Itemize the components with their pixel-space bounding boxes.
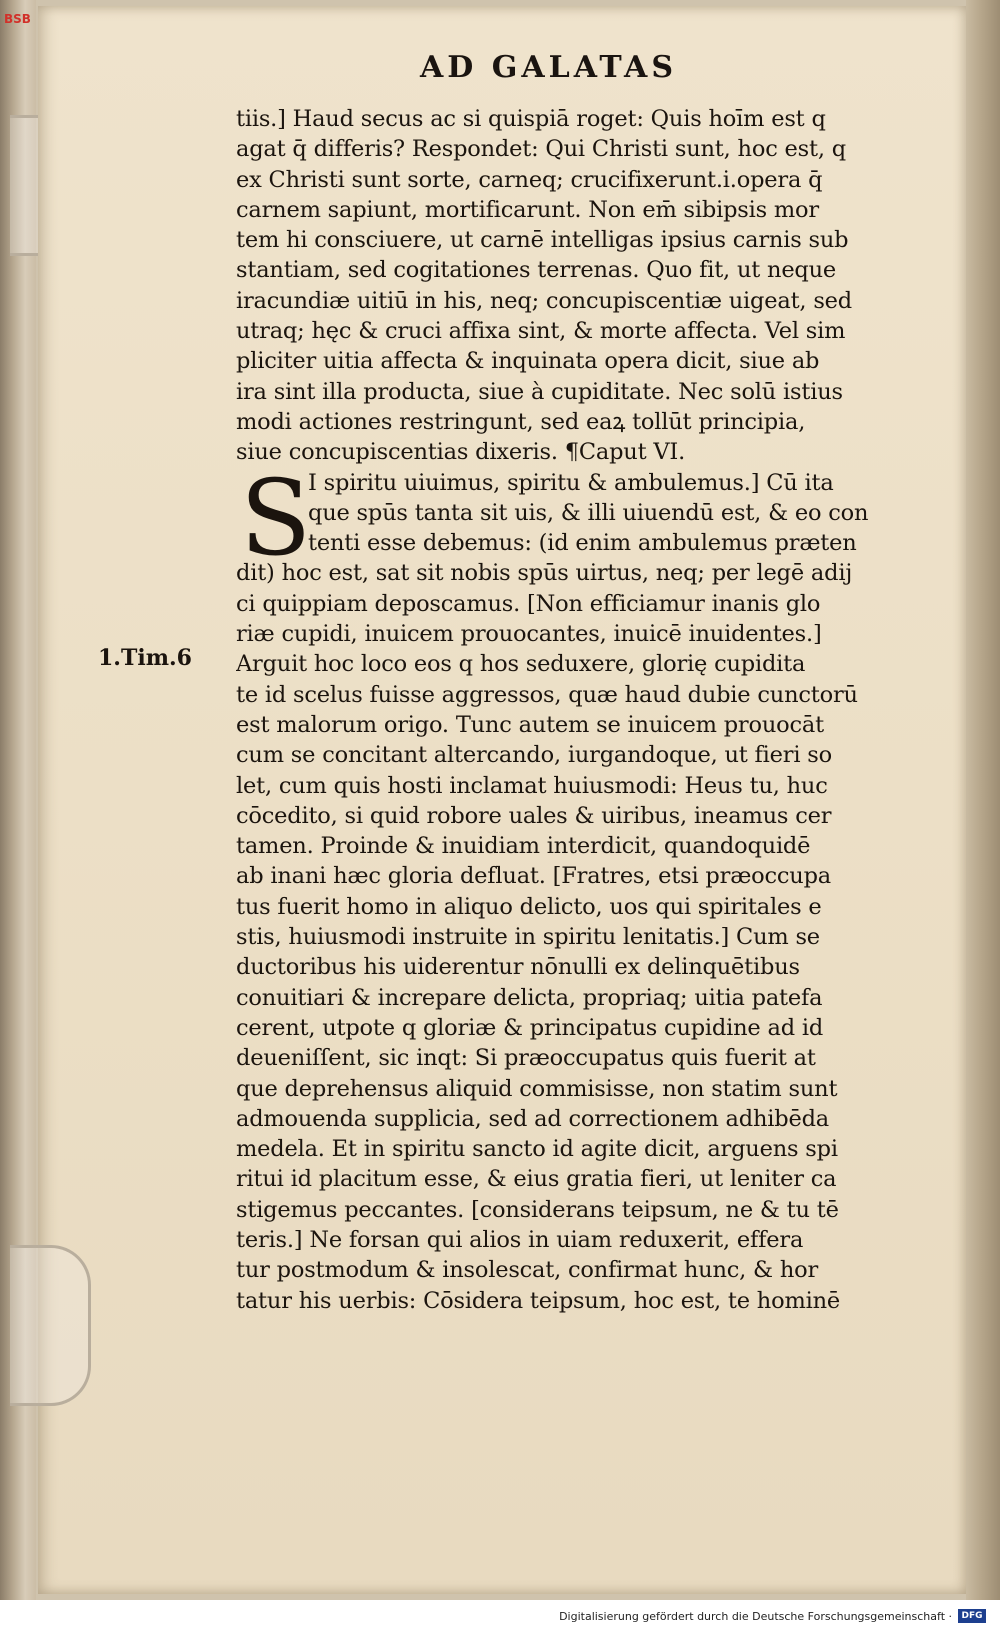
text-line: ritui id placitum esse, & eius gratia fieri, ut leniter ca [236, 1166, 837, 1193]
text-line: agat q̄ differis? Respondet: Qui Christi sunt, hoc est, q [236, 136, 846, 163]
text-line: cerent, utpote q gloriæ & principatus cupidine ad id [236, 1014, 824, 1041]
page-edge [966, 0, 1000, 1600]
running-head: AD GALATAS [420, 50, 677, 85]
text-line: tus fuerit homo in aliquo delicto, uos qui spiritales e [236, 893, 822, 920]
text-line: ira sint illa producta, siue à cupiditate. Nec solū istius [236, 378, 843, 405]
text-line: modi actiones restringunt, sed eaꝝ tollūt principia, [236, 408, 806, 435]
text-line: ex Christi sunt sorte, carneq; crucifixerunt.i.opera q̄ [236, 166, 823, 193]
text-line: teris.] Ne forsan qui alios in uiam reduxerit, effera [236, 1226, 804, 1253]
text-line: est malorum origo. Tunc autem se inuicem prouocāt [236, 711, 824, 738]
text-line: tenti esse debemus: (id enim ambulemus præten [308, 530, 857, 557]
clasp-bottom [10, 1245, 91, 1406]
text-line: pliciter uitia affecta & inquinata opera dicit, siue ab [236, 348, 820, 375]
text-line: Arguit hoc loco eos q hos seduxere, glorię cupidita [236, 651, 806, 678]
text-line: tur postmodum & insolescat, confirmat hunc, & hor [236, 1257, 819, 1284]
text-line: carnem sapiunt, mortificarunt. Non em̄ sibipsis mor [236, 196, 819, 223]
text-line: deueniſſent, sic inqt: Si præoccupatus quis fuerit at [236, 1045, 816, 1072]
text-line: utraq; hęc & cruci affixa sint, & morte affecta. Vel sim [236, 318, 846, 345]
dfg-logo: DFG [958, 1609, 986, 1623]
library-stamp: BSB [4, 12, 31, 26]
text-line: iracundiæ uitiū in his, neq; concupiscentiæ uigeat, sed [236, 287, 852, 314]
text-line: stigemus peccantes. [considerans teipsum, ne & tu tē [236, 1196, 839, 1223]
text-line: tatur his uerbis: Cōsidera teipsum, hoc est, te hominē [236, 1287, 840, 1314]
text-line: I spiritu uiuimus, spiritu & ambulemus.] Cū ita [308, 469, 834, 496]
text-line: tem hi consciuere, ut carnē intelligas ipsius carnis sub [236, 227, 849, 254]
funding-credit: Digitalisierung gefördert durch die Deutsche Forschungsgemeinschaft · [559, 1610, 952, 1623]
text-line: medela. Et in spiritu sancto id agite dicit, arguens spi [236, 1136, 838, 1163]
text-line: tamen. Proinde & inuidiam interdicit, quandoquidē [236, 833, 811, 860]
text-line: cōcedito, si quid robore uales & uiribus, ineamus cer [236, 802, 832, 829]
text-line: que deprehensus aliquid commisisse, non statim sunt [236, 1075, 838, 1102]
text-line: let, cum quis hosti inclamat huiusmodi: Heus tu, huc [236, 772, 828, 799]
drop-cap: S [240, 457, 312, 579]
text-line: stis, huiusmodi instruite in spiritu lenitatis.] Cum se [236, 924, 820, 951]
text-line: ductoribus his uiderentur nōnulli ex delinquētibus [236, 954, 800, 981]
text-line: que spūs tanta sit uis, & illi uiuendū est, & eo con [308, 499, 869, 526]
text-line: dit) hoc est, sat sit nobis spūs uirtus, neq; per legē adij [236, 560, 853, 587]
text-body [236, 104, 901, 1316]
text-line: ab inani hæc gloria defluat. [Fratres, etsi præoccupa [236, 863, 831, 890]
text-line: tiis.] Haud secus ac si quispiā roget: Quis hoīm est q [236, 106, 826, 132]
text-line: ci quippiam deposcamus. [Non efficiamur inanis glo [236, 590, 821, 617]
text-line: stantiam, sed cogitationes terrenas. Quo fit, ut neque [236, 257, 837, 284]
text-line: admouenda supplicia, sed ad correctionem adhibēda [236, 1105, 829, 1132]
text-line: te id scelus fuisse aggressos, quæ haud dubie cunctorū [236, 681, 858, 708]
text-line: cum se concitant altercando, iurgandoque, ut fieri so [236, 742, 832, 769]
text-line: riæ cupidi, inuicem prouocantes, inuicē inuidentes.] [236, 621, 822, 648]
text-line: conuitiari & increpare delicta, propriaq; uitia patefa [236, 984, 823, 1011]
margin-note: 1.Tim.6 [98, 645, 192, 671]
chapter-heading-line: siue concupiscentias dixeris. ¶Caput VI. [236, 439, 686, 466]
